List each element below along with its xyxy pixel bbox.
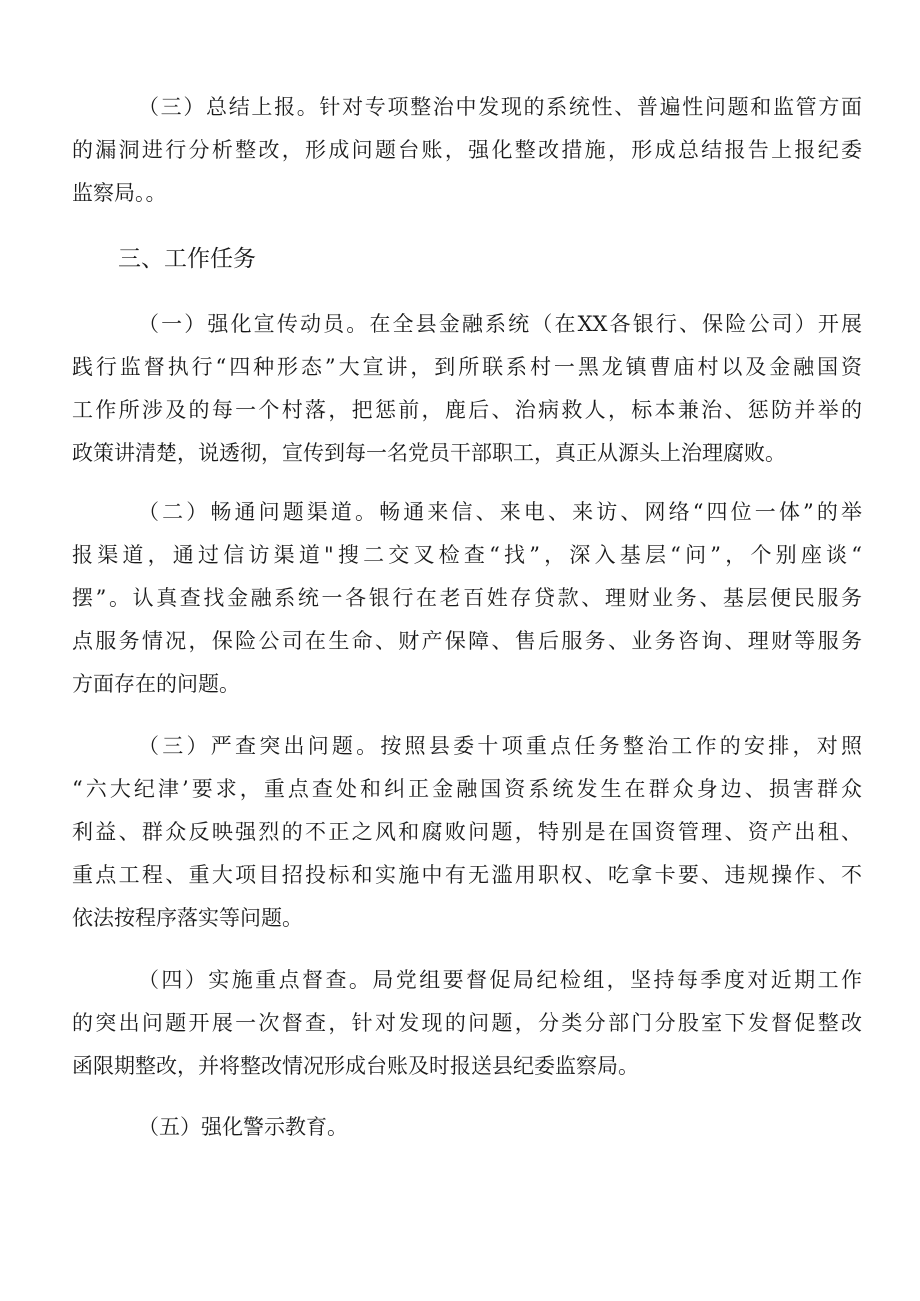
para-publicity-line-1: （一）强化宣传动员。在全县金融系统（在XX各银行、保险公司）开展 (138, 312, 862, 336)
para-investigate-line-5: 依法按程序落实等问题。 (72, 906, 303, 930)
para-warning-line-1: （五）强化警示教育。 (138, 1115, 348, 1139)
para-channels-line-5: 方面存在的问题。 (72, 672, 240, 696)
para-inspection-line-3: 函限期整改，并将整改情况形成台账及时报送县纪委监察局。 (72, 1054, 639, 1078)
para-inspection-line-2: 的突出问题开展一次督查，针对发现的问题，分类分部门分股室下发督促整改 (72, 1011, 862, 1035)
para-investigate-line-1: （三）严查突出问题。按照县委十项重点任务整治工作的安排，对照 (138, 734, 862, 758)
para-inspection-line-1: （四）实施重点督查。局党组要督促局纪检组，坚持每季度对近期工作 (138, 968, 862, 992)
para-channels-line-2: 报渠道，通过信访渠道"搜二交叉检查“找”，深入基层“问”，个别座谈“ (72, 543, 862, 567)
para-channels-line-4: 点服务情况，保险公司在生命、财产保障、售后服务、业务咨询、理财等服务 (72, 629, 862, 653)
para-publicity-line-4: 政策讲清楚，说透彻，宣传到每一名党员干部职工，真正从源头上治理腐败。 (72, 441, 786, 465)
para-summary-line-1: （三）总结上报。针对专项整治中发现的系统性、普遍性问题和监管方面 (138, 95, 862, 119)
para-summary-line-3: 监察局。。 (72, 181, 167, 205)
para-channels-line-3: 摆”。认真查找金融系统一各银行在老百姓存贷款、理财业务、基层便民服务 (72, 586, 862, 610)
para-publicity-line-3: 工作所涉及的每一个村落，把惩前，鹿后、治病救人，标本兼治、惩防并举的 (72, 398, 862, 422)
para-investigate-line-4: 重点工程、重大项目招投标和实施中有无滥用职权、吃拿卡要、违规操作、不 (72, 863, 862, 887)
para-investigate-line-2: “六大纪津’要求，重点查处和纠正金融国资系统发生在群众身边、损害群众 (72, 777, 862, 801)
para-publicity-line-2: 践行监督执行“四种形态”大宣讲，到所联系村一黑龙镇曹庙村以及金融国资 (72, 355, 862, 379)
para-summary-line-2: 的漏洞进行分析整改，形成问题台账，强化整改措施，形成总结报告上报纪委 (72, 138, 862, 162)
para-investigate-line-3: 利益、群众反映强烈的不正之风和腐败问题，特别是在国资管理、资产出租、 (72, 820, 862, 844)
para-channels-line-1: （二）畅通问题渠道。畅通来信、来电、来访、网络“四位一体”的举 (138, 500, 862, 524)
section-heading: 三、工作任务 (118, 246, 256, 272)
